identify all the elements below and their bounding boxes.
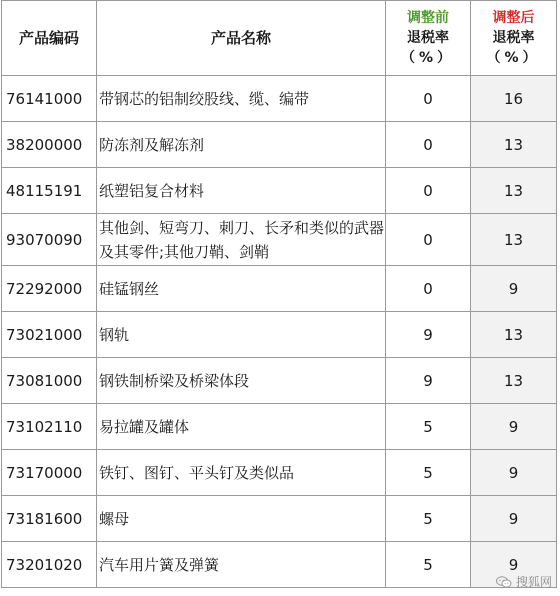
rate-after-cell: 13 <box>471 122 557 168</box>
after-rate-unit: （%） <box>486 50 541 66</box>
rate-before-cell: 0 <box>386 76 471 122</box>
wechat-icon <box>496 576 512 588</box>
rate-after-cell: 13 <box>471 358 557 404</box>
before-tag: 调整前 <box>407 10 449 26</box>
source-watermark <box>496 573 552 590</box>
rate-after-cell: 9 <box>471 404 557 450</box>
header-product-name: 产品名称 <box>97 1 386 76</box>
header-rate-after <box>471 1 557 76</box>
after-tag: 调整后 <box>492 10 535 26</box>
rate-after-cell: 13 <box>471 214 557 266</box>
rate-after-cell: 13 <box>471 312 557 358</box>
product-code-cell: 38200000 <box>2 122 97 168</box>
rate-after-cell: 9 <box>471 496 557 542</box>
rate-before-cell: 0 <box>386 214 471 266</box>
table-row <box>2 450 557 496</box>
rate-after-stack <box>471 8 556 68</box>
rate-before-cell: 9 <box>386 358 471 404</box>
table-header <box>2 1 557 76</box>
table-row <box>2 76 557 122</box>
header-product-code: 产品编码 <box>2 1 97 76</box>
product-code-cell: 93070090 <box>2 214 97 266</box>
product-name-cell: 螺母 <box>97 496 386 542</box>
table-row <box>2 404 557 450</box>
product-code-cell: 73081000 <box>2 358 97 404</box>
product-code-cell: 73102110 <box>2 404 97 450</box>
product-code-cell: 48115191 <box>2 168 97 214</box>
rate-before-cell: 0 <box>386 266 471 312</box>
table-row <box>2 312 557 358</box>
product-code-cell: 72292000 <box>2 266 97 312</box>
header-row <box>2 1 557 76</box>
rate-after-cell: 9 <box>471 266 557 312</box>
rate-after-cell: 9 <box>471 450 557 496</box>
product-name-cell: 硅锰钢丝 <box>97 266 386 312</box>
table-row <box>2 496 557 542</box>
rate-after-cell: 16 <box>471 76 557 122</box>
rate-before-stack <box>386 8 470 68</box>
product-name-cell: 纸塑铝复合材料 <box>97 168 386 214</box>
table-row <box>2 122 557 168</box>
product-code-cell: 73021000 <box>2 312 97 358</box>
rate-before-cell: 5 <box>386 404 471 450</box>
rate-before-cell: 5 <box>386 542 471 588</box>
table-row <box>2 542 557 588</box>
rate-after-cell: 9 <box>471 542 557 588</box>
table-row <box>2 266 557 312</box>
before-rate-unit: （%） <box>400 50 456 66</box>
product-name-cell: 钢铁制桥梁及桥梁体段 <box>97 358 386 404</box>
product-code-cell: 73170000 <box>2 450 97 496</box>
table-body <box>2 76 557 588</box>
product-name-cell: 其他剑、短弯刀、刺刀、长矛和类似的武器及其零件;其他刀鞘、剑鞘 <box>97 214 386 266</box>
rate-before-cell: 9 <box>386 312 471 358</box>
product-name-cell: 汽车用片簧及弹簧 <box>97 542 386 588</box>
product-name-cell: 易拉罐及罐体 <box>97 404 386 450</box>
rate-before-cell: 5 <box>386 450 471 496</box>
product-code-cell: 76141000 <box>2 76 97 122</box>
table-row <box>2 214 557 266</box>
product-code-cell: 73201020 <box>2 542 97 588</box>
table-row <box>2 168 557 214</box>
table-row <box>2 358 557 404</box>
header-rate-before <box>386 1 471 76</box>
product-name-cell: 防冻剂及解冻剂 <box>97 122 386 168</box>
product-name-cell: 钢轨 <box>97 312 386 358</box>
after-rate-title: 退税率 <box>492 30 535 46</box>
watermark-text: 搜狐网 <box>515 575 552 589</box>
rate-after-cell: 13 <box>471 168 557 214</box>
product-code-cell: 73181600 <box>2 496 97 542</box>
product-name-cell: 带钢芯的铝制绞股线、缆、编带 <box>97 76 386 122</box>
before-rate-title: 退税率 <box>407 30 449 46</box>
rate-before-cell: 5 <box>386 496 471 542</box>
rebate-table <box>1 0 557 588</box>
product-name-cell: 铁钉、图钉、平头钉及类似品 <box>97 450 386 496</box>
rate-before-cell: 0 <box>386 122 471 168</box>
rate-before-cell: 0 <box>386 168 471 214</box>
